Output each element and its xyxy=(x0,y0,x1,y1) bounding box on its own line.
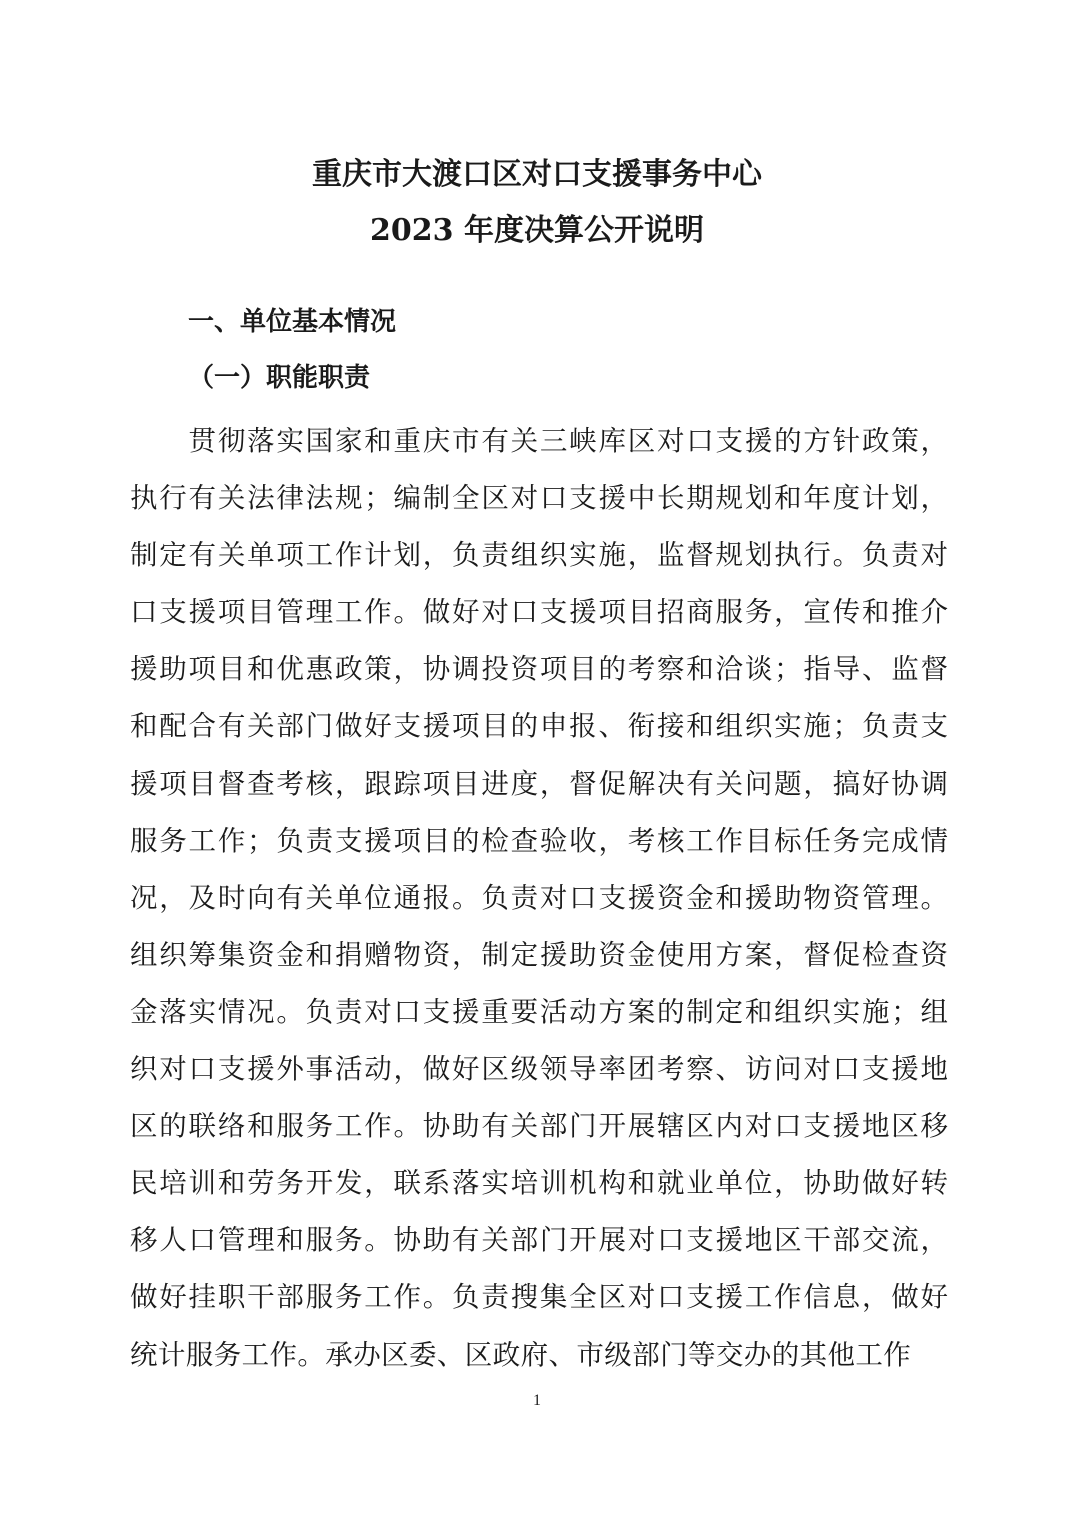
paragraph-line: 金落实情况。负责对口支援重要活动方案的制定和组织实施；组 xyxy=(130,995,948,1028)
section-heading: 一、单位基本情况 xyxy=(188,307,397,337)
paragraph-line: 执行有关法律法规；编制全区对口支援中长期规划和年度计划， xyxy=(130,482,948,515)
page-number: 1 xyxy=(533,1392,541,1409)
document-title-line-2: 2023 年度决算公开说明 xyxy=(370,213,704,248)
paragraph-line: 贯彻落实国家和重庆市有关三峡库区对口支援的方针政策， xyxy=(130,425,948,457)
paragraph-line: 和配合有关部门做好支援项目的申报、衔接和组织实施；负责支 xyxy=(130,710,948,743)
subsection-heading: （一）职能职责 xyxy=(188,363,371,393)
body-paragraph xyxy=(130,413,948,1384)
paragraph-line: 织对口支援外事活动，做好区级领导率团考察、访问对口支援地 xyxy=(130,1053,948,1086)
paragraph-line: 移人口管理和服务。协助有关部门开展对口支援地区干部交流， xyxy=(130,1224,948,1257)
paragraph-line: 援项目督查考核，跟踪项目进度，督促解决有关问题，搞好协调 xyxy=(130,767,948,800)
paragraph-line: 统计服务工作。承办区委、区政府、市级部门等交办的其他工作 xyxy=(130,1338,912,1371)
document-title-line-1: 重庆市大渡口区对口支援事务中心 xyxy=(312,157,762,192)
paragraph-line: 做好挂职干部服务工作。负责搜集全区对口支援工作信息，做好 xyxy=(130,1281,948,1314)
paragraph-line: 组织筹集资金和捐赠物资，制定援助资金使用方案，督促检查资 xyxy=(130,938,948,971)
paragraph-line: 况，及时向有关单位通报。负责对口支援资金和援助物资管理。 xyxy=(130,881,948,914)
paragraph-line: 服务工作；负责支援项目的检查验收，考核工作目标任务完成情 xyxy=(130,824,948,857)
paragraph-line: 民培训和劳务开发，联系落实培训机构和就业单位，协助做好转 xyxy=(130,1167,948,1200)
paragraph-line: 区的联络和服务工作。协助有关部门开展辖区内对口支援地区移 xyxy=(130,1110,948,1143)
paragraph-line: 口支援项目管理工作。做好对口支援项目招商服务，宣传和推介 xyxy=(130,596,948,629)
paragraph-line: 援助项目和优惠政策，协调投资项目的考察和洽谈；指导、监督 xyxy=(130,653,948,686)
paragraph-line: 制定有关单项工作计划，负责组织实施，监督规划执行。负责对 xyxy=(130,539,948,572)
